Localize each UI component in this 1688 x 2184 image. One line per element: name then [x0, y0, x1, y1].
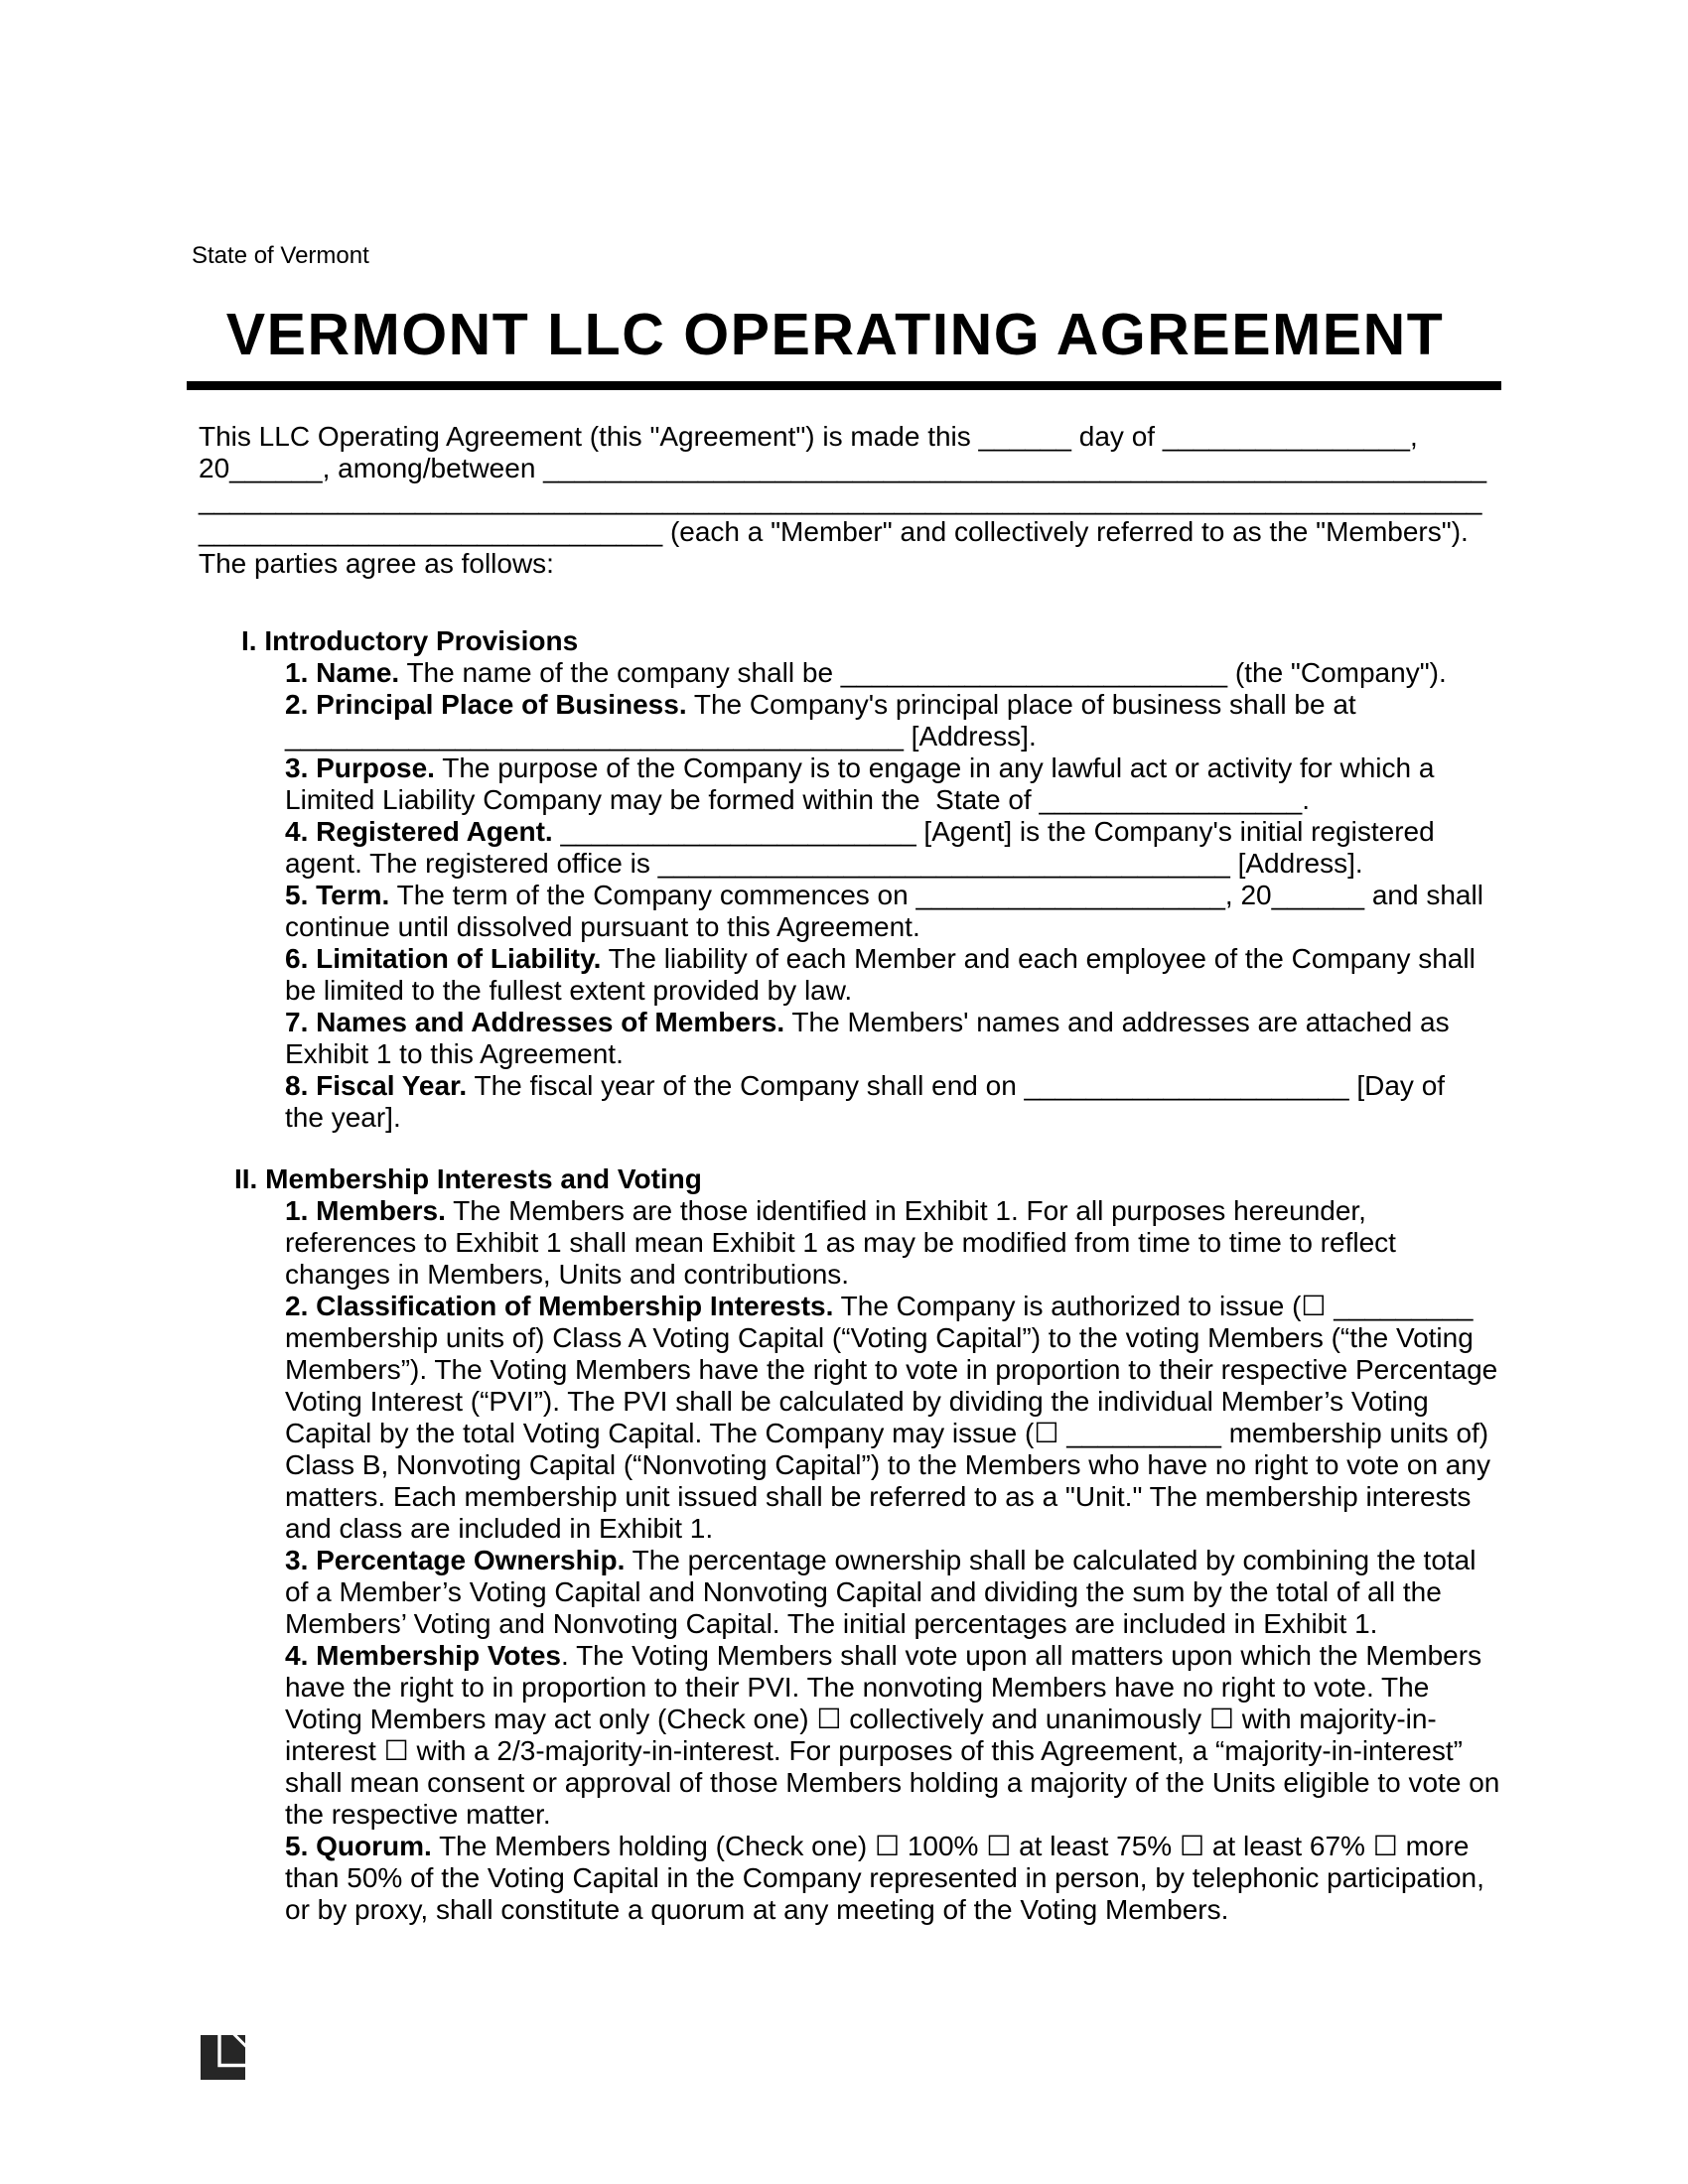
- text-line: or by proxy, shall constitute a quorum at any meeting of the Voting Members.: [285, 1894, 1229, 1925]
- item-label: 3. Purpose.: [285, 752, 435, 783]
- agreement-item: [285, 657, 1483, 689]
- text-line: Voting Interest (“PVI”). The PVI shall be calculated by dividing the individual Member’s Voting: [285, 1386, 1429, 1417]
- item-text: The purpose of the Company is to engage in any lawful act or activity for which a: [434, 752, 1435, 783]
- item-text: The liability of each Member and each employee of the Company shall: [601, 943, 1476, 974]
- text-line: than 50% of the Voting Capital in the Company represented in person, by telephonic participation,: [285, 1862, 1484, 1893]
- item-label: 1. Name.: [285, 657, 400, 688]
- item-text: The percentage ownership shall be calculated by combining the total: [625, 1545, 1477, 1575]
- agreement-item: [285, 943, 1483, 1007]
- text-line: Limited Liability Company may be formed within the State of _________________.: [285, 784, 1310, 815]
- legaltemplates-logo: [201, 2035, 245, 2080]
- item-label: 3. Percentage Ownership.: [285, 1545, 626, 1575]
- agreement-item: [285, 752, 1483, 816]
- intro-paragraph: [199, 421, 1486, 580]
- title-divider-rule: [187, 381, 1501, 390]
- section-heading-membership-interests: II. Membership Interests and Voting: [234, 1163, 702, 1194]
- item-label: 5. Quorum.: [285, 1831, 432, 1861]
- text-line: Exhibit 1 to this Agreement.: [285, 1038, 624, 1069]
- item-label: 7. Names and Addresses of Members.: [285, 1007, 785, 1037]
- text-line: [285, 1070, 1483, 1102]
- text-line: Members”). The Voting Members have the right to vote in proportion to their respective Percentage: [285, 1354, 1498, 1385]
- item-label: 5. Term.: [285, 880, 390, 910]
- text-line: Voting Members may act only (Check one) ☐ collectively and unanimously ☐ with majority-in-: [285, 1704, 1437, 1734]
- text-line: The parties agree as follows:: [199, 548, 554, 579]
- item-text: _______________________ [Agent] is the Company's initial registered: [552, 816, 1435, 847]
- text-line: and class are included in Exhibit 1.: [285, 1513, 714, 1544]
- text-line: ________________________________________ [Address].: [285, 721, 1037, 751]
- agreement-item: [285, 1640, 1499, 1831]
- text-line: the year].: [285, 1102, 401, 1133]
- item-text: The name of the company shall be _________________________ (the "Company").: [399, 657, 1447, 688]
- text-line: membership units of) Class A Voting Capital (“Voting Capital”) to the voting Members (“the Voting: [285, 1322, 1474, 1353]
- text-line: continue until dissolved pursuant to this Agreement.: [285, 911, 920, 942]
- text-line: ______________________________ (each a "Member" and collectively referred to as the "Members").: [199, 516, 1469, 547]
- text-line: interest ☐ with a 2/3-majority-in-interest. For purposes of this Agreement, a “majority-in-interest”: [285, 1735, 1463, 1766]
- agreement-item: [285, 880, 1483, 943]
- agreement-item: [285, 816, 1483, 880]
- text-line: of a Member’s Voting Capital and Nonvoting Capital and dividing the sum by the total of all the: [285, 1576, 1442, 1607]
- text-line: agent. The registered office is _____________________________________ [Address].: [285, 848, 1363, 879]
- item-text: The term of the Company commences on ____________________, 20______ and shall: [389, 880, 1483, 910]
- agreement-item: [285, 1291, 1499, 1545]
- text-line: have the right to in proportion to their PVI. The nonvoting Members have no right to vote. The: [285, 1672, 1430, 1703]
- text-line: be limited to the fullest extent provided by law.: [285, 975, 853, 1006]
- text-line: Members’ Voting and Nonvoting Capital. The initial percentages are included in Exhibit 1.: [285, 1608, 1378, 1639]
- agreement-item: [285, 1195, 1499, 1291]
- document-title: VERMONT LLC OPERATING AGREEMENT: [225, 302, 1445, 367]
- text-line: [285, 689, 1483, 721]
- section-items-membership-interests: [285, 1195, 1499, 1926]
- agreement-item: [285, 1007, 1483, 1070]
- text-line: [285, 657, 1483, 689]
- text-line: [285, 752, 1483, 784]
- item-label: 4. Registered Agent.: [285, 816, 553, 847]
- text-line: [285, 880, 1483, 911]
- item-text: The Members holding (Check one) ☐ 100% ☐ at least 75% ☐ at least 67% ☐ more: [431, 1831, 1470, 1861]
- agreement-item: [285, 1831, 1499, 1926]
- text-line: Capital by the total Voting Capital. The Company may issue (☐ __________ membership units of): [285, 1418, 1489, 1448]
- text-line: the respective matter.: [285, 1799, 551, 1830]
- text-line: [285, 816, 1483, 848]
- state-label: State of Vermont: [192, 242, 369, 269]
- text-line: [285, 1545, 1499, 1576]
- item-label: 4. Membership Votes: [285, 1640, 562, 1671]
- text-line: [285, 1195, 1499, 1227]
- section-heading-introductory-provisions: I. Introductory Provisions: [241, 625, 579, 656]
- section-items-introductory-provisions: [285, 657, 1483, 1134]
- text-line: This LLC Operating Agreement (this "Agreement") is made this ______ day of ________________,: [199, 421, 1418, 452]
- text-line: Class B, Nonvoting Capital (“Nonvoting Capital”) to the Members who have no right to vote on any: [285, 1449, 1490, 1480]
- item-text: The Members are those identified in Exhibit 1. For all purposes hereunder,: [445, 1195, 1366, 1226]
- item-text: . The Voting Members shall vote upon all matters upon which the Members: [561, 1640, 1482, 1671]
- text-line: changes in Members, Units and contributions.: [285, 1259, 850, 1290]
- text-line: shall mean consent or approval of those Members holding a majority of the Units eligible to vote on: [285, 1767, 1500, 1798]
- item-label: 1. Members.: [285, 1195, 446, 1226]
- text-line: ___________________________________________________________________________________: [199, 484, 1482, 515]
- item-text: The fiscal year of the Company shall end on _____________________ [Day of: [467, 1070, 1446, 1101]
- text-line: [285, 943, 1483, 975]
- item-label: 8. Fiscal Year.: [285, 1070, 468, 1101]
- text-line: [285, 1291, 1499, 1322]
- text-line: matters. Each membership unit issued shall be referred to as a "Unit." The membership interests: [285, 1481, 1472, 1512]
- item-label: 2. Principal Place of Business.: [285, 689, 687, 720]
- agreement-item: [285, 689, 1483, 752]
- item-text: The Company's principal place of business shall be at: [686, 689, 1356, 720]
- legaltemplates-logo-icon: [201, 2035, 245, 2080]
- item-label: 6. Limitation of Liability.: [285, 943, 602, 974]
- agreement-item: [285, 1545, 1499, 1640]
- item-text: The Company is authorized to issue (☐ _________: [833, 1291, 1474, 1321]
- text-line: [285, 1640, 1499, 1672]
- item-text: The Members' names and addresses are attached as: [784, 1007, 1450, 1037]
- text-line: references to Exhibit 1 shall mean Exhibit 1 as may be modified from time to time to reflect: [285, 1227, 1396, 1258]
- agreement-item: [285, 1070, 1483, 1134]
- text-line: [285, 1007, 1483, 1038]
- item-label: 2. Classification of Membership Interests.: [285, 1291, 834, 1321]
- text-line: 20______, among/between _____________________________________________________________: [199, 453, 1487, 483]
- text-line: [285, 1831, 1499, 1862]
